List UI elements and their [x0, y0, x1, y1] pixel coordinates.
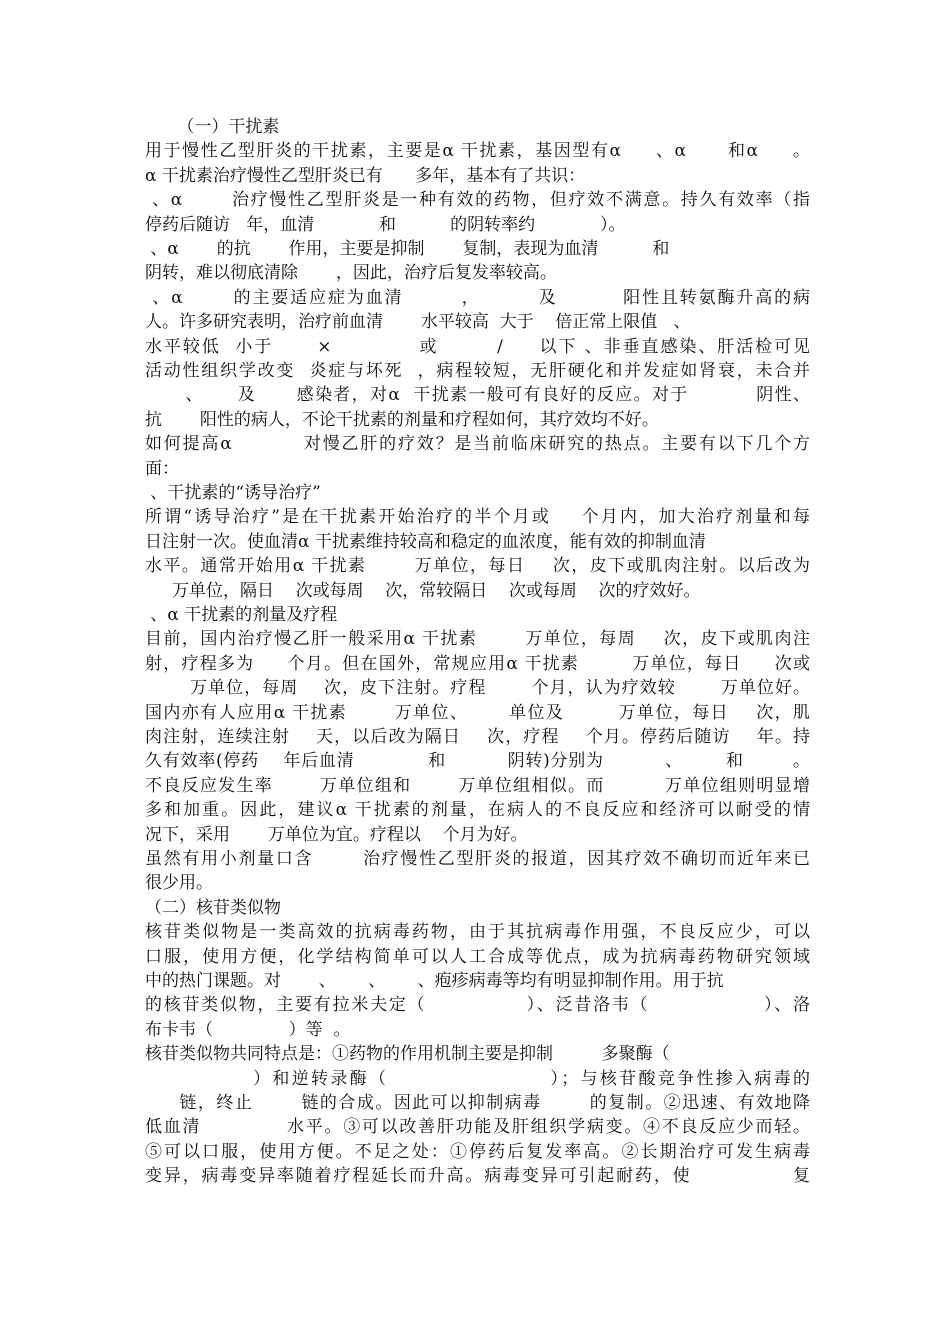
- text-line: 布卡韦（ ）等 。: [145, 1019, 351, 1040]
- text-line: 、α 的主要适应症为血清 ， 及 阳性且转氨酶升高的病: [145, 287, 810, 308]
- text-line: 国内亦有人应用α 干扰素 万单位、 单位及 万单位，每日 次，肌: [145, 702, 810, 723]
- text-line: 、干扰素的“诱导治疗”: [145, 483, 321, 503]
- text-line: （一）干扰素: [145, 117, 280, 137]
- text-line: 如何提高α 对慢乙肝的疗效？是当前临床研究的热点。主要有以下几个方: [145, 434, 810, 455]
- text-line: 所谓“诱导治疗”是在干扰素开始治疗的半个月或 个月内，加大治疗剂量和每: [145, 507, 810, 528]
- text-line: 日注射一次。使血清α 干扰素维持较高和稳定的血浓度，能有效的抑制血清: [145, 531, 706, 552]
- text-line: 的核苷类似物，主要有拉米夫定（ ）、泛昔洛韦（ ）、洛: [145, 995, 810, 1016]
- text-line: 口服，使用方便，化学结构简单可以人工合成等优点，成为抗病毒药物研究领域: [145, 946, 810, 967]
- text-line: 万单位，每周 次，皮下注射。疗程 个月，认为疗效较 万单位好。: [145, 678, 810, 699]
- text-line: 面：: [145, 458, 179, 479]
- text-line: 水平。通常开始用α 干扰素 万单位，每日 次，皮下或肌肉注射。以后改为: [145, 556, 810, 577]
- text-line: 目前，国内治疗慢乙肝一般采用α 干扰素 万单位，每周 次，皮下或肌肉注: [145, 629, 810, 650]
- text-line: 、α 干扰素的剂量及疗程: [145, 605, 338, 625]
- text-line: 用于慢性乙型肝炎的干扰素，主要是α 干扰素，基因型有α 、α 和α 。: [145, 141, 810, 162]
- text-line: 变异，病毒变异率随着疗程延长而升高。病毒变异可引起耐药，使 复: [145, 1166, 810, 1187]
- text-line: 、α 的抗 作用，主要是抑制 复制，表现为血清 和: [145, 239, 670, 259]
- text-line: 况下，采用 万单位为宜。疗程以 个月为好。: [145, 824, 528, 845]
- text-line: ⑤可以口服，使用方便。不足之处：①停药后复发率高。②长期治疗可发生病毒: [145, 1141, 810, 1162]
- text-line: α 干扰素治疗慢性乙型肝炎已有 多年，基本有了共识：: [145, 165, 586, 186]
- text-line: 阴转，难以彻底清除 ，因此，治疗后复发率较高。: [145, 263, 557, 284]
- text-line: 不良反应发生率 万单位组和 万单位组相似。而 万单位组则明显增: [145, 775, 810, 796]
- text-line: 核苷类似物共同特点是：①药物的作用机制主要是抑制 多聚酶（: [145, 1044, 670, 1065]
- text-line: 水平较低 小于 × 或 / 以下 、非垂直感染、肝活检可见: [145, 336, 810, 357]
- text-line: 人。许多研究表明，治疗前血清 水平较高 大于 倍正常上限值 、: [145, 312, 691, 333]
- text-line: 低血清 水平。③可以改善肝功能及肝组织学病变。④不良反应少而轻。: [145, 1117, 810, 1138]
- text-line: 活动性组织学改变 炎症与坏死 ，病程较短，无肝硬化和并发症如肾衰，未合并: [145, 361, 810, 381]
- text-line: 射，疗程多为 个月。但在国外，常规应用α 干扰素 万单位，每日 次或: [145, 653, 810, 674]
- text-line: 、 及 感染者，对α 干扰素一般可有良好的反应。对于 阴性、: [145, 385, 810, 406]
- text-line: 多和加重。因此，建议α 干扰素的剂量，在病人的不良反应和经济可以耐受的情: [145, 800, 810, 821]
- text-line: 万单位，隔日 次或每周 次，常较隔日 次或每周 次的疗效好。: [145, 580, 701, 601]
- text-line: 肉注射，连续注射 天，以后改为隔日 次，疗程 个月。停药后随访 年。持: [145, 727, 810, 747]
- text-line: 很少用。: [145, 873, 213, 894]
- text-line: 、α 治疗慢性乙型肝炎是一种有效的药物，但疗效不满意。持久有效率（指: [145, 190, 810, 211]
- text-line: 抗 阳性的病人，不论干扰素的剂量和疗程如何，其疗效均不好。: [145, 409, 659, 430]
- text-line: 停药后随访 年，血清 和 的阴转率约 ）。: [145, 214, 626, 235]
- text-line: 中的热门课题。对 、 、 、疱疹病毒等均有明显抑制作用。用于抗: [145, 971, 724, 991]
- text-line: 链，终止 链的合成。因此可以抑制病毒 的复制。②迅速、有效地降: [145, 1093, 810, 1113]
- text-line: 久有效率(停药 年后血清 和 阴转)分别为 、 和 。: [145, 751, 810, 772]
- text-line: 虽然有用小剂量口含 治疗慢性乙型肝炎的报道，因其疗效不确切而近年来已: [145, 849, 810, 869]
- text-line: （二）核苷类似物: [145, 897, 281, 918]
- text-line: ）和逆转录酶（ ）；与核苷酸竞争性掺入病毒的: [145, 1068, 810, 1089]
- text-line: 核苷类似物是一类高效的抗病毒药物，由于其抗病毒作用强，不良反应少，可以: [145, 922, 810, 943]
